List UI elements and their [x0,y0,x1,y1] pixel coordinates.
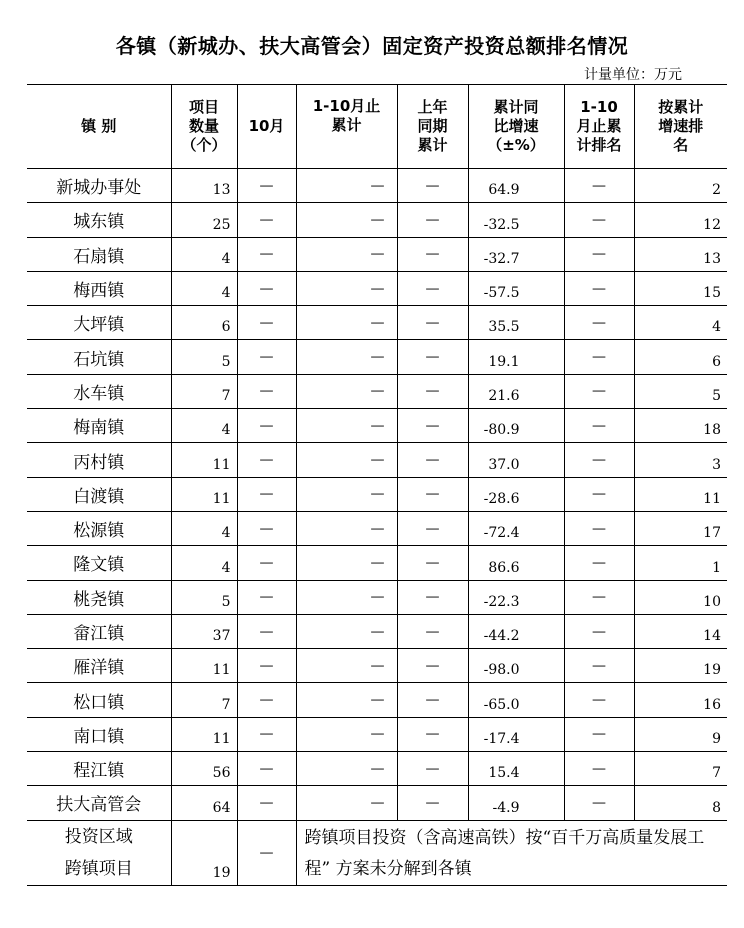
cumulative-rank-cell: — [564,511,634,545]
october-cell: — [237,683,296,717]
october-cell: — [237,477,296,511]
town-name-cell: 松口镇 [27,683,171,717]
town-name-cell: 畲江镇 [27,614,171,648]
town-name-cell: 梅南镇 [27,409,171,443]
last-year-cell: — [397,580,468,614]
town-name-cell: 松源镇 [27,511,171,545]
header-growth-rank: 按累计 增速排 名 [634,85,727,169]
project-count-cell: 4 [171,409,237,443]
project-count-cell: 4 [171,546,237,580]
cumulative-cell: — [296,237,397,271]
growth-rank-cell: 13 [634,237,727,271]
cumulative-cell: — [296,752,397,786]
cross-town-name-cell [27,820,171,885]
growth-cell: 19.1 [468,340,564,374]
table-row [27,409,727,443]
cumulative-rank-cell: — [564,169,634,203]
october-cell: — [237,203,296,237]
growth-rank-cell: 2 [634,169,727,203]
growth-cell: 37.0 [468,443,564,477]
last-year-cell: — [397,614,468,648]
october-cell: — [237,271,296,305]
table-row [27,477,727,511]
project-count-cell: 5 [171,580,237,614]
table-row [27,717,727,751]
town-name-cell: 白渡镇 [27,477,171,511]
table-row [27,511,727,545]
last-year-cell: — [397,683,468,717]
growth-rank-cell: 6 [634,340,727,374]
october-cell: — [237,306,296,340]
project-count-cell: 4 [171,511,237,545]
growth-cell: -98.0 [468,649,564,683]
october-cell: — [237,169,296,203]
october-cell: — [237,614,296,648]
growth-cell: -17.4 [468,717,564,751]
table-row [27,580,727,614]
header-october: 10月 [237,85,296,169]
table-row [27,340,727,374]
growth-cell: -57.5 [468,271,564,305]
last-year-cell: — [397,237,468,271]
project-count-cell: 4 [171,271,237,305]
cumulative-cell: — [296,443,397,477]
growth-cell: -72.4 [468,511,564,545]
project-count-cell: 11 [171,649,237,683]
town-name-cell: 程江镇 [27,752,171,786]
growth-cell: 15.4 [468,752,564,786]
cumulative-rank-cell: — [564,203,634,237]
growth-rank-cell: 15 [634,271,727,305]
cumulative-cell: — [296,169,397,203]
cross-town-count-cell: 19 [171,820,237,885]
cumulative-cell: — [296,649,397,683]
growth-cell: -80.9 [468,409,564,443]
cumulative-cell: — [296,374,397,408]
growth-cell: 21.6 [468,374,564,408]
last-year-cell: — [397,511,468,545]
project-count-cell: 11 [171,443,237,477]
project-count-cell: 4 [171,237,237,271]
cumulative-rank-cell: — [564,271,634,305]
town-name-cell: 水车镇 [27,374,171,408]
growth-rank-cell: 7 [634,752,727,786]
cumulative-cell: — [296,271,397,305]
last-year-cell: — [397,306,468,340]
town-name-cell: 雁洋镇 [27,649,171,683]
growth-cell: 86.6 [468,546,564,580]
project-count-cell: 7 [171,374,237,408]
growth-cell: -4.9 [468,786,564,820]
cumulative-cell: — [296,409,397,443]
town-name-cell: 石扇镇 [27,237,171,271]
table-row [27,683,727,717]
project-count-cell: 13 [171,169,237,203]
cross-town-name-line2: 跨镇项目 [64,858,133,879]
town-name-cell: 扶大高管会 [27,786,171,820]
cross-town-october-cell: — [237,820,296,885]
table-row [27,546,727,580]
header-project-count: 项目 数量 （个） [171,85,237,169]
growth-rank-cell: 19 [634,649,727,683]
growth-cell: -22.3 [468,580,564,614]
growth-cell: 64.9 [468,169,564,203]
project-count-cell: 11 [171,477,237,511]
growth-cell: -44.2 [468,614,564,648]
last-year-cell: — [397,786,468,820]
last-year-cell: — [397,203,468,237]
cumulative-cell: — [296,477,397,511]
cumulative-rank-cell: — [564,409,634,443]
cumulative-cell: — [296,340,397,374]
cross-town-row [27,820,727,885]
town-name-cell: 新城办事处 [27,169,171,203]
growth-cell: 35.5 [468,306,564,340]
header-last-year: 上年 同期 累计 [397,85,468,169]
growth-rank-cell: 14 [634,614,727,648]
table-row [27,237,727,271]
cumulative-cell: — [296,306,397,340]
growth-rank-cell: 4 [634,306,727,340]
growth-cell: -32.7 [468,237,564,271]
october-cell: — [237,546,296,580]
table-row [27,306,727,340]
town-name-cell: 桃尧镇 [27,580,171,614]
project-count-cell: 56 [171,752,237,786]
october-cell: — [237,786,296,820]
header-town: 镇 别 [27,85,171,169]
cumulative-rank-cell: — [564,340,634,374]
header-cumulative: 1-10月止 累计 [296,85,397,169]
growth-rank-cell: 8 [634,786,727,820]
town-name-cell: 南口镇 [27,717,171,751]
table-row [27,374,727,408]
table-row [27,271,727,305]
growth-rank-cell: 1 [634,546,727,580]
cumulative-rank-cell: — [564,237,634,271]
cumulative-rank-cell: — [564,717,634,751]
table-row [27,203,727,237]
growth-cell: -65.0 [468,683,564,717]
unit-label: 计量单位：万元 [584,67,682,83]
growth-rank-cell: 5 [634,374,727,408]
cumulative-rank-cell: — [564,306,634,340]
cumulative-rank-cell: — [564,786,634,820]
town-name-cell: 隆文镇 [27,546,171,580]
last-year-cell: — [397,752,468,786]
october-cell: — [237,409,296,443]
growth-cell: -32.5 [468,203,564,237]
table-row [27,752,727,786]
october-cell: — [237,717,296,751]
last-year-cell: — [397,374,468,408]
project-count-cell: 11 [171,717,237,751]
cumulative-rank-cell: — [564,614,634,648]
growth-rank-cell: 17 [634,511,727,545]
project-count-cell: 6 [171,306,237,340]
table-row [27,649,727,683]
growth-rank-cell: 18 [634,409,727,443]
october-cell: — [237,237,296,271]
growth-cell: -28.6 [468,477,564,511]
table-row [27,786,727,820]
town-name-cell: 城东镇 [27,203,171,237]
project-count-cell: 5 [171,340,237,374]
growth-rank-cell: 11 [634,477,727,511]
cumulative-cell: — [296,580,397,614]
table-header-row [27,85,727,169]
cumulative-rank-cell: — [564,649,634,683]
last-year-cell: — [397,477,468,511]
october-cell: — [237,374,296,408]
growth-rank-cell: 10 [634,580,727,614]
growth-rank-cell: 9 [634,717,727,751]
town-name-cell: 石坑镇 [27,340,171,374]
last-year-cell: — [397,546,468,580]
header-growth: 累计同 比增速 （±%） [468,85,564,169]
cumulative-cell: — [296,786,397,820]
project-count-cell: 37 [171,614,237,648]
cumulative-rank-cell: — [564,580,634,614]
last-year-cell: — [397,340,468,374]
header-cumulative-rank: 1-10 月止累 计排名 [564,85,634,169]
last-year-cell: — [397,271,468,305]
cumulative-rank-cell: — [564,374,634,408]
growth-rank-cell: 16 [634,683,727,717]
cumulative-rank-cell: — [564,683,634,717]
last-year-cell: — [397,409,468,443]
cumulative-cell: — [296,546,397,580]
page-title: 各镇（新城办、扶大高管会）固定资产投资总额排名情况 [115,34,629,58]
cross-town-note: 跨镇项目投资（含高速高铁）按“百千万高质量发展工程” 方案未分解到各镇 [296,820,727,885]
growth-rank-cell: 3 [634,443,727,477]
project-count-cell: 64 [171,786,237,820]
cumulative-rank-cell: — [564,443,634,477]
cumulative-cell: — [296,614,397,648]
october-cell: — [237,752,296,786]
october-cell: — [237,511,296,545]
growth-rank-cell: 12 [634,203,727,237]
table-row [27,169,727,203]
october-cell: — [237,340,296,374]
table-row [27,614,727,648]
town-name-cell: 丙村镇 [27,443,171,477]
last-year-cell: — [397,169,468,203]
cumulative-cell: — [296,683,397,717]
october-cell: — [237,580,296,614]
cumulative-rank-cell: — [564,477,634,511]
october-cell: — [237,649,296,683]
project-count-cell: 25 [171,203,237,237]
cumulative-cell: — [296,717,397,751]
last-year-cell: — [397,443,468,477]
town-name-cell: 大坪镇 [27,306,171,340]
cumulative-cell: — [296,203,397,237]
investment-ranking-table [27,84,727,886]
town-name-cell: 梅西镇 [27,271,171,305]
cross-town-name-line1: 投资区域 [64,826,133,847]
last-year-cell: — [397,649,468,683]
cumulative-cell: — [296,511,397,545]
cumulative-rank-cell: — [564,752,634,786]
table-row [27,443,727,477]
cumulative-rank-cell: — [564,546,634,580]
october-cell: — [237,443,296,477]
last-year-cell: — [397,717,468,751]
project-count-cell: 7 [171,683,237,717]
